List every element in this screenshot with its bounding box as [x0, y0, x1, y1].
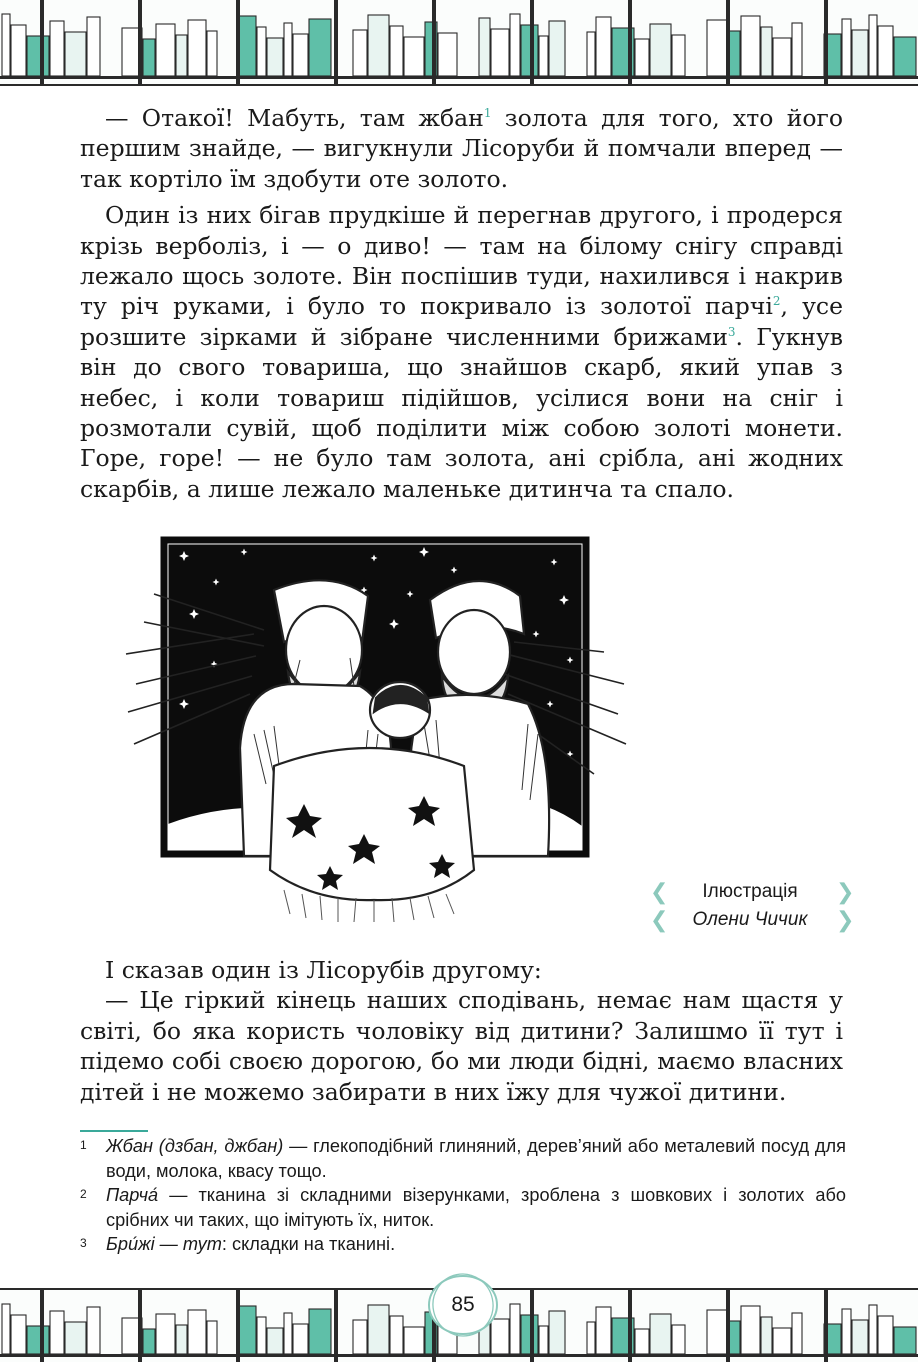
footnote-divider	[80, 1130, 148, 1132]
story-text-lower	[80, 955, 843, 1107]
chevron-left-icon: ❮	[650, 879, 669, 904]
footnote-text: — глекоподібний глиняний, дерев’яний або металевий посуд для води, молока, квасу тощо.	[106, 1136, 846, 1181]
footnote-3	[80, 1232, 846, 1257]
footnote-text: — тканина зі складними візерунками, зроблена з шовкових і золотих або срібних чи таких, що імітують їх, ниток.	[106, 1185, 846, 1230]
footnote-term: Парча́	[106, 1185, 159, 1205]
footnote-ref-2[interactable]: 2	[772, 294, 781, 309]
footnote-number: 1	[80, 1138, 87, 1152]
footnote-text: : складки на тканині.	[221, 1234, 396, 1254]
story-text-upper	[80, 103, 843, 504]
caption-line-2: Олени Чичик	[692, 909, 808, 930]
paragraph-2: Один із них бігав прудкіше й перегнав другого, і продерся крізь верболіз, і — о диво! — там на білому снігу справді лежало щось золоте. Він поспішив туди, нахилився і накрив ту річ руками, і було то покривало із золотої парчі$^2$, усе розшите зірками й зібране численними брижами$^3$. Гукнув він до свого товариша, що знайшов скарб, який упав з небес, і коли товариш підійшов, усілися вони на сніг і розмотали сувій, щоб поділити між собою золоті монети. Горе, горе! — не було там золота, ані срібла, ані жодних скарбів, а лише лежало маленьке дитинча та спало.	[80, 201, 843, 503]
paragraph-3: І сказав один із Лісорубів другому:	[105, 956, 542, 984]
paragraph-4: — Це гіркий кінець наших сподівань, немає нам щастя у світі, бо яка користь чоловіку від дитини? Залишмо її тут і підемо собі своєю дорогою, бо ми люди бідні, маємо власних дітей і не можемо забирати в них їжу для чужої дитини.	[80, 986, 843, 1106]
chevron-right-icon: ❯	[836, 879, 855, 904]
page-number-badge	[426, 1272, 500, 1338]
page-number: 85	[451, 1293, 475, 1316]
footnote-term: Бри́жі — тут	[106, 1234, 222, 1254]
woodcutters-illustration	[124, 534, 630, 924]
caption-line-1: Ілюстрація	[702, 881, 798, 902]
footnote-number: 3	[80, 1236, 87, 1250]
footnote-term: Жбан (дзбан, джбан)	[106, 1136, 284, 1156]
footnote-2	[80, 1183, 846, 1232]
paragraph-1: — Отакої! Мабуть, там жбан$^1$ золота для того, хто його першим знайде, — вигукнули Лісоруби й помчали вперед — так кортіло їм здобути оте золото.	[80, 104, 843, 193]
footnote-number: 2	[80, 1187, 87, 1201]
bookshelf-border-top	[0, 0, 918, 86]
chevron-right-icon: ❯	[836, 907, 855, 932]
footnotes	[80, 1134, 846, 1257]
footnote-1	[80, 1134, 846, 1183]
illustration-caption	[650, 878, 855, 934]
footnote-ref-3[interactable]: 3	[727, 325, 736, 340]
chevron-left-icon: ❮	[650, 907, 669, 932]
footnote-ref-1[interactable]: 1	[483, 106, 492, 121]
